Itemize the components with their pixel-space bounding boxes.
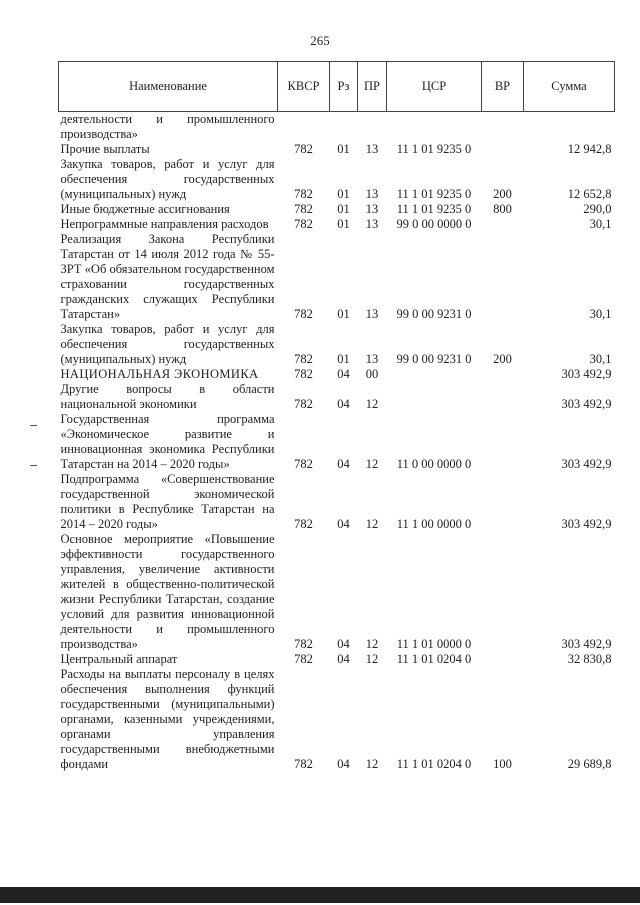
cell-name: Центральный аппарат bbox=[60, 652, 178, 666]
margin-mark bbox=[30, 465, 37, 466]
table-row bbox=[59, 217, 615, 232]
table-row bbox=[59, 382, 615, 412]
cell-kvsr: 782 bbox=[294, 307, 313, 321]
cell-sum: 30,1 bbox=[589, 217, 612, 231]
cell-csr: 11 1 00 0000 0 bbox=[396, 517, 472, 531]
cell-vr bbox=[482, 652, 524, 667]
cell-csr: 11 1 01 9235 0 bbox=[396, 202, 472, 216]
table-row bbox=[59, 652, 615, 667]
cell-name: НАЦИОНАЛЬНАЯ ЭКОНОМИКА bbox=[60, 367, 259, 381]
cell-csr: 11 1 01 0204 0 bbox=[396, 652, 472, 666]
cell-sum: 303 492,9 bbox=[561, 517, 612, 531]
cell-kvsr: 782 bbox=[294, 397, 313, 411]
table-row bbox=[59, 232, 615, 322]
budget-table bbox=[58, 61, 615, 772]
cell-vr bbox=[482, 532, 524, 652]
cell-sum: 29 689,8 bbox=[567, 757, 612, 771]
cell-pr bbox=[358, 112, 387, 143]
cell-csr: 99 0 00 0000 0 bbox=[396, 217, 472, 231]
cell-name: Прочие выплаты bbox=[60, 142, 150, 156]
cell-sum: 30,1 bbox=[589, 307, 612, 321]
cell-csr: 11 1 01 0204 0 bbox=[396, 757, 472, 771]
cell-vr bbox=[482, 142, 524, 157]
cell-vr bbox=[482, 217, 524, 232]
cell-rz: 01 bbox=[337, 217, 350, 231]
header-rz: Рз bbox=[330, 62, 358, 112]
cell-name: Основное мероприятие «Повышение эффективности государственного управления, увеличение активности жителей в общественно-политической жизни Республики Татарстан, создание условий для развития инновационной деятельности и промышленного производства» bbox=[60, 532, 275, 651]
cell-name: Закупка товаров, работ и услуг для обеспечения государственных (муниципальных) нужд bbox=[60, 322, 275, 366]
cell-kvsr: 782 bbox=[294, 142, 313, 156]
cell-kvsr: 782 bbox=[294, 757, 313, 771]
cell-vr bbox=[482, 382, 524, 412]
cell-csr bbox=[387, 112, 482, 143]
cell-kvsr: 782 bbox=[294, 187, 313, 201]
table-row bbox=[59, 367, 615, 382]
cell-sum bbox=[524, 112, 615, 143]
cell-pr: 12 bbox=[365, 457, 379, 471]
cell-kvsr: 782 bbox=[294, 217, 313, 231]
cell-sum: 12 652,8 bbox=[567, 187, 612, 201]
cell-sum: 30,1 bbox=[589, 352, 612, 366]
margin-mark bbox=[30, 425, 37, 426]
cell-rz: 01 bbox=[337, 202, 350, 216]
header-pr: ПР bbox=[358, 62, 387, 112]
table-row bbox=[59, 532, 615, 652]
cell-pr: 13 bbox=[365, 217, 379, 231]
table-row bbox=[59, 202, 615, 217]
cell-kvsr: 782 bbox=[294, 352, 313, 366]
table-row bbox=[59, 322, 615, 367]
cell-name: Подпрограмма «Совершенствование государственной экономической политики в Республике Татарстан на 2014 – 2020 годы» bbox=[60, 472, 275, 531]
cell-kvsr: 782 bbox=[294, 517, 313, 531]
cell-name: деятельности и промышленного производства» bbox=[60, 112, 275, 141]
cell-sum: 290,0 bbox=[583, 202, 612, 216]
cell-pr: 12 bbox=[365, 517, 379, 531]
cell-pr: 12 bbox=[365, 397, 379, 411]
header-kvsr: КВСР bbox=[278, 62, 330, 112]
cell-vr bbox=[482, 232, 524, 322]
cell-rz: 04 bbox=[337, 367, 350, 381]
cell-vr bbox=[482, 472, 524, 532]
cell-rz: 04 bbox=[337, 457, 350, 471]
cell-rz: 01 bbox=[337, 187, 350, 201]
cell-vr bbox=[482, 367, 524, 382]
cell-pr: 13 bbox=[365, 202, 379, 216]
cell-sum: 12 942,8 bbox=[567, 142, 612, 156]
cell-rz: 04 bbox=[337, 517, 350, 531]
cell-name: Иные бюджетные ассигнования bbox=[60, 202, 230, 216]
cell-rz: 04 bbox=[337, 397, 350, 411]
cell-name: Закупка товаров, работ и услуг для обеспечения государственных (муниципальных) нужд bbox=[60, 157, 275, 201]
cell-pr: 13 bbox=[365, 187, 379, 201]
cell-pr: 13 bbox=[365, 307, 379, 321]
cell-vr: 200 bbox=[493, 187, 512, 201]
table-header-row bbox=[59, 62, 615, 112]
cell-vr: 800 bbox=[493, 202, 512, 216]
cell-name: Другие вопросы в области национальной экономики bbox=[60, 382, 275, 411]
cell-kvsr: 782 bbox=[294, 457, 313, 471]
table-row bbox=[59, 112, 615, 143]
cell-pr: 12 bbox=[365, 757, 379, 771]
cell-csr: 11 1 01 9235 0 bbox=[396, 142, 472, 156]
cell-sum: 303 492,9 bbox=[561, 457, 612, 471]
table-row bbox=[59, 667, 615, 772]
cell-csr: 11 1 01 9235 0 bbox=[396, 187, 472, 201]
cell-sum: 303 492,9 bbox=[561, 637, 612, 651]
cell-kvsr: 782 bbox=[294, 637, 313, 651]
cell-csr: 11 0 00 0000 0 bbox=[396, 457, 472, 471]
page-number: 265 bbox=[310, 33, 330, 48]
header-vr: ВР bbox=[482, 62, 524, 112]
cell-kvsr: 782 bbox=[294, 367, 313, 381]
cell-rz: 04 bbox=[337, 652, 350, 666]
cell-rz: 04 bbox=[337, 757, 350, 771]
cell-vr bbox=[482, 112, 524, 143]
cell-vr: 100 bbox=[493, 757, 512, 771]
header-name: Наименование bbox=[59, 62, 278, 112]
cell-csr: 99 0 00 9231 0 bbox=[396, 307, 472, 321]
cell-pr: 00 bbox=[365, 367, 379, 381]
cell-kvsr bbox=[278, 112, 330, 143]
table-row bbox=[59, 157, 615, 202]
table-row bbox=[59, 142, 615, 157]
header-sum: Сумма bbox=[524, 62, 615, 112]
cell-pr: 13 bbox=[365, 352, 379, 366]
cell-csr bbox=[387, 382, 482, 412]
cell-csr: 11 1 01 0000 0 bbox=[396, 637, 472, 651]
cell-csr: 99 0 00 9231 0 bbox=[396, 352, 472, 366]
cell-name: Реализация Закона Республики Татарстан от 14 июля 2012 года № 55-ЗРТ «Об обязательном государственном страховании государственных гражданских служащих Республики Татарстан» bbox=[60, 232, 275, 321]
cell-sum: 32 830,8 bbox=[567, 652, 612, 666]
table-row bbox=[59, 412, 615, 472]
cell-csr bbox=[387, 367, 482, 382]
table-row bbox=[59, 472, 615, 532]
cell-vr: 200 bbox=[493, 352, 512, 366]
cell-name: Государственная программа «Экономическое развитие и инновационная экономика Республики Татарстан на 2014 – 2020 годы» bbox=[60, 412, 275, 471]
cell-rz: 01 bbox=[337, 352, 350, 366]
cell-vr bbox=[482, 412, 524, 472]
cell-pr: 13 bbox=[365, 142, 379, 156]
scan-edge bbox=[0, 887, 640, 903]
cell-rz bbox=[330, 112, 358, 143]
cell-name: Непрограммные направления расходов bbox=[60, 217, 269, 231]
cell-pr: 12 bbox=[365, 637, 379, 651]
header-csr: ЦСР bbox=[387, 62, 482, 112]
cell-rz: 01 bbox=[337, 307, 350, 321]
cell-rz: 01 bbox=[337, 142, 350, 156]
cell-name: Расходы на выплаты персоналу в целях обеспечения выполнения функций государственными (муниципальными) органами, казенными учреждениями, органами управления государственными внебюджетными фондами bbox=[60, 667, 275, 771]
cell-kvsr: 782 bbox=[294, 652, 313, 666]
cell-sum: 303 492,9 bbox=[561, 397, 612, 411]
cell-rz: 04 bbox=[337, 637, 350, 651]
cell-sum: 303 492,9 bbox=[561, 367, 612, 381]
cell-kvsr: 782 bbox=[294, 202, 313, 216]
cell-pr: 12 bbox=[365, 652, 379, 666]
